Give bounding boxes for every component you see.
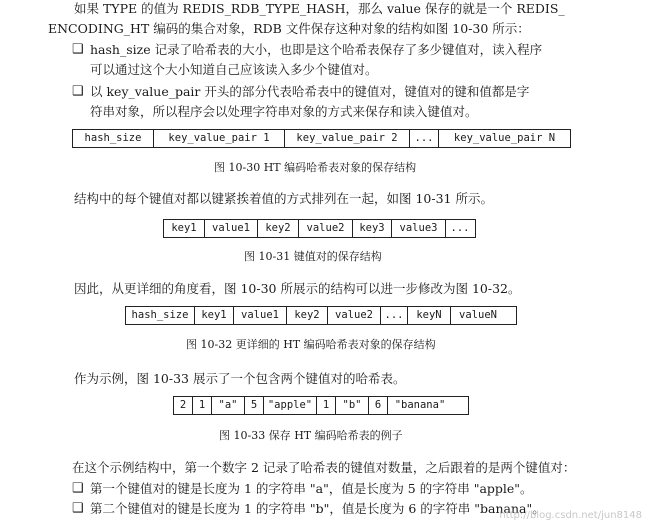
diagram-cell: valueN [459,309,497,321]
paragraph-4: 作为示例，图 10-33 展示了一个包含两个键值对的哈希表。 [74,371,406,386]
bullet-1-line-1: hash_size 记录了哈希表的大小，也即是这个哈希表保存了多少键值对，读入程序 [90,42,543,57]
diagram-cell: key3 [353,220,392,237]
bullet-marker: ❑ [72,481,84,496]
diagram-cell: ... [450,222,470,234]
diagram-cell: ... [410,130,439,147]
diagram-cell: key2 [287,307,328,324]
diagram-cell: hash_size [126,307,195,324]
bullet-marker: ❑ [72,84,84,99]
paragraph-2: 结构中的每个键值对都以键紧挨着值的方式排列在一起，如图 10-31 所示。 [74,191,493,206]
bullet-2-line-2: 符串对象，所以程序会以处理字符串对象的方式来保存和读入键值对。 [90,104,478,119]
diagram-cell: "banana" [394,399,446,411]
figure-10-32-diagram [125,306,517,325]
diagram-cell: key_value_pair 1 [154,130,285,147]
diagram-cell: key_value_pair N [453,132,556,144]
bullet-2-line-1: 以 key_value_pair 开头的部分代表哈希表中的键值对，键值对的键和值都是字 [90,84,530,99]
bullet-3: 第一个键值对的键是长度为 1 的字符串 "a"，值是长度为 5 的字符串 "apple"。 [90,481,533,496]
paragraph-3: 因此，从更详细的角度看，图 10-30 所展示的结构可以进一步修改为图 10-32。 [74,281,521,296]
diagram-cell: value2 [328,307,381,324]
watermark: http://blog.csdn.net/jun8148 [499,510,642,521]
diagram-cell: hash_size [73,130,154,147]
figure-10-30-caption: 图 10-30 HT 编码哈希表对象的保存结构 [214,161,417,174]
diagram-cell: key2 [258,220,299,237]
diagram-cell: 5 [245,397,264,414]
diagram-cell: 6 [369,397,388,414]
diagram-cell: 2 [174,397,193,414]
bullet-1-line-2: 可以通过这个大小知道自己应该读入多少个键值对。 [90,62,378,77]
diagram-cell: "b" [336,397,369,414]
diagram-cell: 1 [317,397,336,414]
diagram-cell: 1 [193,397,212,414]
bullet-marker: ❑ [72,42,84,57]
diagram-cell: "a" [212,397,245,414]
paragraph-1-line-2: ENCODING_HT 编码的集合对象，RDB 文件保存这种对象的结构如图 10-30 所示： [48,21,530,36]
paragraph-5: 在这个示例结构中，第一个数字 2 记录了哈希表的键值对数量，之后跟着的是两个键值对： [72,460,576,475]
figure-10-31-diagram [163,219,476,238]
figure-10-33-caption: 图 10-33 保存 HT 编码哈希表的例子 [219,429,403,442]
diagram-cell: key1 [195,307,234,324]
bullet-4: 第二个键值对的键是长度为 1 的字符串 "b"，值是长度为 6 的字符串 "banana"。 [90,501,545,516]
diagram-cell: value2 [299,220,353,237]
diagram-cell: ... [381,307,408,324]
diagram-cell: keyN [408,307,451,324]
figure-10-30-diagram [72,129,571,148]
paragraph-1-line-1: 如果 TYPE 的值为 REDIS_RDB_TYPE_HASH，那么 value 保存的就是一个 REDIS_ [74,1,565,16]
diagram-cell: key_value_pair 2 [285,130,410,147]
diagram-cell: value3 [392,220,446,237]
diagram-cell: value1 [205,220,258,237]
bullet-marker: ❑ [72,501,84,516]
diagram-cell: value1 [234,307,287,324]
figure-10-33-diagram [173,396,469,415]
figure-10-32-caption: 图 10-32 更详细的 HT 编码哈希表对象的保存结构 [186,338,436,351]
diagram-cell: "apple" [264,397,317,414]
figure-10-31-caption: 图 10-31 键值对的保存结构 [244,250,382,263]
diagram-cell: key1 [164,220,205,237]
